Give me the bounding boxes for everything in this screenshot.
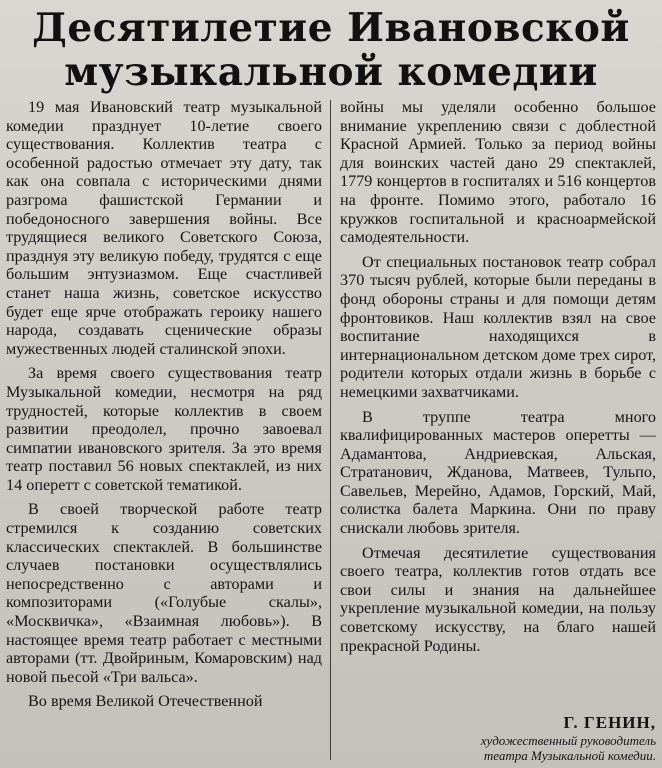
paragraph-troupe: В труппе театра много квалифицированных мастеров оперетты — Адамантова, Андриевская, Альская, Стратанович, Жданова, Матвеев, Тульпо, Савельев, Мерейно, Адамов, Горский, Май, солистка балета Маркина. Они по праву снискали любовь зрителя. xyxy=(340,407,656,538)
author-role-line-1: художественный руководитель xyxy=(480,733,656,748)
paragraph-anniversary: 19 мая Ивановский театр музыкальной комедии празднует 10-летие своего существования. Коллектив театра с особенной радостью отмечает эту дату, так как она совпала с историческими днями разгрома фашистской Германии и победоносного завершения войны. Все трудящиеся великого Советского Союза, празднуя эту великую победу, трудятся с еще большим энтузиазмом. Еще счастливей станет наша жизнь, советское искусство будет еще ярче отображать героику нашего народа, создавать сценические образы мужественных людей сталинской эпохи. xyxy=(6,98,322,358)
author-name: Г. ГЕНИН, xyxy=(563,713,656,732)
headline-line-1: Десятилетие Ивановской xyxy=(32,5,630,51)
headline-line-2: музыкальной комедии xyxy=(64,49,598,95)
author-role xyxy=(340,733,656,763)
author-role-line-2: театра Музыкальной комедии. xyxy=(483,748,656,763)
paragraph-closing: Отмечая десятилетие существования своего театра, коллектив готов отдать все свои силы и знания на дальнейшее укрепление музыкальной комедии, на пользу советскому искусству, на благо нашей прекрасной Родины. xyxy=(340,543,656,655)
paragraph-war-continued: войны мы уделяли особенно большое внимание укреплению связи с доблестной Красной Армией. Только за период войны для воинских частей дано 29 спектаклей, 1779 концертов в госпиталях и 516 концертов на фронте. Помимо этого, работало 16 кружков госпитальной и красноармейской самодеятельности. xyxy=(340,98,656,247)
left-column xyxy=(6,98,322,717)
paragraph-creative-work: В своей творческой работе театр стремился к созданию советских классических спектаклей. В большинстве случаев постановки осуществлялись непосредственно с авторами и композиторами («Голубые скалы», «Москвичка», «Взаимная любовь»). В настоящее время театр работает с местными авторами (тт. Двойриным, Комаровским) над новой пьесой «Три вальса». xyxy=(6,500,322,686)
paragraph-defense-fund: От специальных постановок театр собрал 370 тысяч рублей, которые были переданы в фонд обороны страны и для помощи детям фронтовиков. Наш коллектив взял на свое воспитание находящихся в интернациональном детском доме трех сирот, родители которых отдали жизнь в борьбе с немецкими захватчиками. xyxy=(340,252,656,401)
article-headline xyxy=(0,6,662,94)
paragraph-war-start: Во время Великой Отечественной xyxy=(28,692,263,711)
right-column xyxy=(340,98,656,661)
paragraph-history: За время своего существования театр Музыкальной комедии, несмотря на ряд трудностей, которые коллектив в своем развитии преодолел, прочно завоевал симпатии ивановского зрителя. За это время театр поставил 56 новых спектаклей, из них 14 оперетт с советской тематикой. xyxy=(6,364,322,494)
column-divider xyxy=(330,100,331,760)
